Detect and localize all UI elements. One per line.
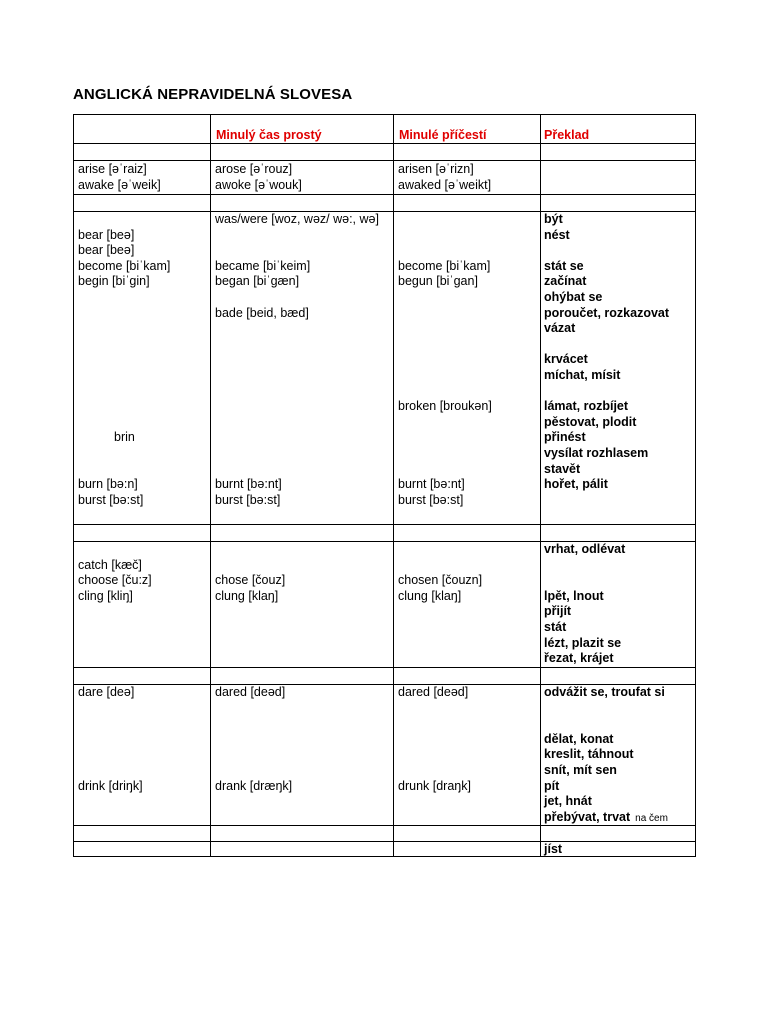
cell-past-simple: began [biˈgæn] xyxy=(215,274,300,289)
cell-translation: řezat, krájet xyxy=(544,651,614,666)
cell-translation: míchat, mísit xyxy=(544,368,621,382)
cell-translation: jíst xyxy=(544,842,563,856)
cell-past-simple: bade [beid, bæd] xyxy=(215,305,309,320)
cell-infinitive: bear [beə] xyxy=(78,243,135,258)
column-divider xyxy=(540,115,541,856)
row-divider xyxy=(74,194,695,195)
cell-infinitive: burst [bə:st] xyxy=(78,492,144,507)
cell-past-participle: burnt [bə:nt] xyxy=(398,477,465,492)
cell-past-simple: was/were [woz, wəz/ wə:, wə] xyxy=(215,212,379,226)
cell-past-participle: burst [bə:st] xyxy=(398,492,464,507)
cell-past-simple: clung [klaŋ] xyxy=(215,588,279,603)
cell-past-simple: dared [deəd] xyxy=(215,685,286,699)
cell-translation: lámat, rozbíjet xyxy=(544,399,629,414)
cell-translation: lézt, plazit se xyxy=(544,635,622,650)
cell-past-participle: clung [klaŋ] xyxy=(398,588,462,603)
page-title: ANGLICKÁ NEPRAVIDELNÁ SLOVESA xyxy=(73,86,353,103)
header-past-simple: Minulý čas prostý xyxy=(216,128,322,142)
cell-translation: pěstovat, plodit xyxy=(544,414,637,429)
row-divider xyxy=(74,667,695,668)
cell-past-simple: chose [čouz] xyxy=(215,573,286,588)
cell-infinitive: awake [əˈweik] xyxy=(78,177,161,192)
cell-past-simple: became [biˈkeim] xyxy=(215,258,311,273)
row-divider xyxy=(74,160,695,161)
cell-translation: snít, mít sen xyxy=(544,763,617,777)
cell-infinitive: begin [biˈgin] xyxy=(78,274,150,289)
cell-past-participle: drunk [draŋk] xyxy=(398,778,471,793)
column-divider xyxy=(393,115,394,856)
cell-translation: lpět, lnout xyxy=(544,588,604,603)
cell-infinitive: drink [driŋk] xyxy=(78,778,143,793)
row-divider xyxy=(74,524,695,525)
row-divider xyxy=(74,841,695,842)
cell-translation: hořet, pálit xyxy=(544,477,608,492)
cell-translation: stát xyxy=(544,620,567,634)
row-divider xyxy=(74,143,695,144)
cell-translation: pít xyxy=(544,778,560,793)
cell-past-participle: broken [broukən] xyxy=(398,399,492,414)
translation-note: na čem xyxy=(635,812,668,824)
cell-past-participle: arisen [əˈrizn] xyxy=(398,162,474,176)
cell-infinitive: choose [ču:z] xyxy=(78,573,152,588)
translation-text: přebývat, trvat xyxy=(544,809,631,824)
cell-translation: vrhat, odlévat xyxy=(544,542,626,556)
header-past-participle: Minulé příčestí xyxy=(399,128,487,142)
cell-infinitive: bear [beə] xyxy=(78,227,135,242)
cell-infinitive: dare [deə] xyxy=(78,685,135,699)
cell-translation: stavět xyxy=(544,461,581,476)
cell-past-simple: burnt [bə:nt] xyxy=(215,477,282,492)
cell-translation: být xyxy=(544,212,563,226)
cell-infinitive: arise [əˈraiz] xyxy=(78,162,147,176)
cell-infinitive: burn [bə:n] xyxy=(78,477,138,492)
cell-translation: krvácet xyxy=(544,352,588,367)
cell-translation xyxy=(544,810,668,827)
cell-past-participle: become [biˈkam] xyxy=(398,258,491,273)
cell-translation: nést xyxy=(544,227,570,242)
cell-translation: odvážit se, troufat si xyxy=(544,685,665,699)
cell-past-participle: chosen [čouzn] xyxy=(398,573,483,588)
cell-infinitive: become [biˈkam] xyxy=(78,258,171,273)
cell-translation: začínat xyxy=(544,274,587,289)
cell-translation: ohýbat se xyxy=(544,290,603,304)
cell-translation: poroučet, rozkazovat xyxy=(544,305,670,320)
cell-translation: přijít xyxy=(544,604,572,619)
cell-past-simple: drank [dræŋk] xyxy=(215,778,293,793)
cell-translation: přinést xyxy=(544,430,586,445)
cell-translation: vysílat rozhlasem xyxy=(544,446,649,460)
cell-past-participle: dared [deəd] xyxy=(398,685,469,699)
header-translation: Překlad xyxy=(544,128,590,142)
cell-past-simple: arose [əˈrouz] xyxy=(215,162,293,176)
cell-translation: dělat, konat xyxy=(544,731,614,746)
cell-past-simple: burst [bə:st] xyxy=(215,492,281,507)
cell-past-simple: awoke [əˈwouk] xyxy=(215,177,302,192)
cell-past-participle: begun [biˈgan] xyxy=(398,274,478,289)
verb-table xyxy=(73,114,696,857)
cell-infinitive: brin xyxy=(114,430,135,445)
cell-past-participle: awaked [əˈweikt] xyxy=(398,177,492,192)
column-divider xyxy=(210,115,211,856)
cell-translation: vázat xyxy=(544,321,576,336)
cell-translation: jet, hnát xyxy=(544,794,592,809)
cell-translation: kreslit, táhnout xyxy=(544,747,634,762)
cell-translation: stát se xyxy=(544,258,584,273)
row-divider xyxy=(74,211,695,212)
cell-infinitive: cling [kliŋ] xyxy=(78,588,133,603)
cell-infinitive: catch [kæč] xyxy=(78,557,142,572)
